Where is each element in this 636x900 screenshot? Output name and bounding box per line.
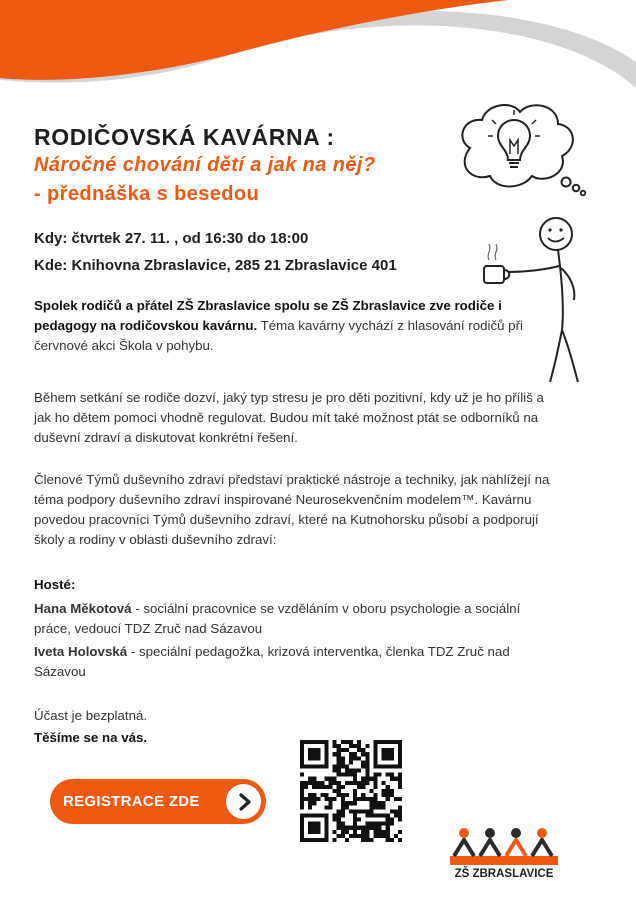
qr-code-pattern [300,740,402,842]
guest-name: Iveta Holovská [34,644,128,659]
registration-button-label: REGISTRACE ZDE [63,793,200,810]
school-logo-text: ZŠ ZBRASLAVICE [454,868,554,880]
guest-description: - speciální pedagožka, krizová interventka, členka TDZ Zruč nad Sázavou [34,644,510,679]
guests-heading: Hosté: [34,577,76,592]
intro-paragraph-bold: Spolek rodičů a přátel ZŠ Zbraslavice spolu se ZŠ Zbraslavice zve rodiče i pedagogy na rodičovskou kavárnu. [34,298,502,333]
intro-paragraph [34,296,554,356]
registration-button[interactable] [50,779,266,824]
page-title: RODIČOVSKÁ KAVÁRNA : [34,124,335,150]
stress-paragraph: Během setkání se rodiče dozví, jaký typ stresu je pro děti pozitivní, kdy už je ho příliš a jak ho dětem pomoci vhodně regulovat. Budou mít také možnost ptát se odborníků na duševní zdraví a diskutovat konkrétní řešení. [34,390,544,445]
chevron-right-icon [226,784,261,819]
guest-name: Hana Měkotová [34,601,132,616]
closing-note: Těšíme se na vás. [34,730,148,745]
intro-paragraph-rest: Téma kavárny vychází z hlasování rodičů při červnové akci Škola v pohybu. [34,318,523,353]
fee-note: Účast je bezplatná. [34,708,148,723]
school-logo-icon [448,826,560,868]
thought-bubble-lightbulb-icon [448,96,588,200]
event-time: Kdy: čtvrtek 27. 11. , od 16:30 do 18:00 [34,230,309,247]
guest-description: - sociální pracovnice se vzděláním v oboru psychologie a sociální práce, vedoucí TDZ Zruč nad Sázavou [34,601,521,636]
page-subtitle-secondary: - přednáška s besedou [34,183,260,205]
qr-code-icon[interactable] [300,740,402,842]
team-paragraph: Členové Týmů duševního zdraví představí praktické nástroje a techniky, jak nahlížejí na téma podpory duševního zdraví inspirované Neurosekvenčním modelem™. Kavárnu povedou pracovníci Týmů duševního zdraví, které na Kutnohorsku působí a podporují školy a rodiny v oblasti duševního zdraví: [34,472,550,547]
event-location: Kde: Knihovna Zbraslavice, 285 21 Zbraslavice 401 [34,257,397,274]
guest-item [34,642,554,682]
page-subtitle: Náročné chování dětí a jak na něj? [34,154,376,176]
guest-item [34,599,554,639]
